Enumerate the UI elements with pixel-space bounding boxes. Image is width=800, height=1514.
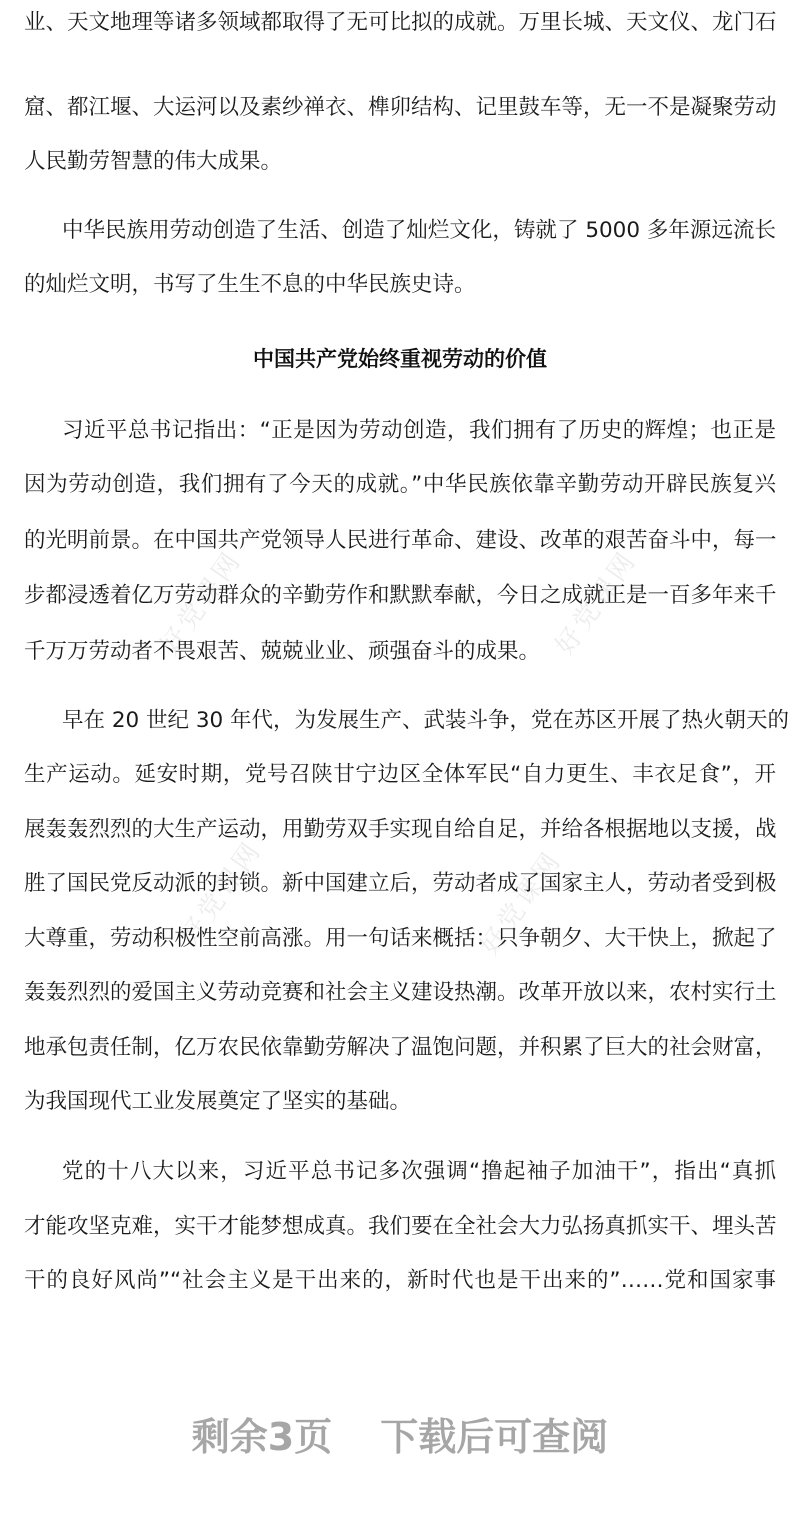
text-line: 地承包责任制，亿万农民依靠勤劳解决了温饱问题，并积累了巨大的社会财富， bbox=[24, 1035, 777, 1060]
text-line: 业、天文地理等诸多领域都取得了无可比拟的成就。万里长城、天文仪、龙门石 bbox=[24, 10, 777, 35]
text-line: 的灿烂文明，书写了生生不息的中华民族史诗。 bbox=[24, 272, 476, 297]
text-line: 千万万劳动者不畏艰苦、兢兢业业、顽强奋斗的成果。 bbox=[24, 639, 541, 664]
watermark-text: 好党课网 bbox=[174, 835, 269, 951]
text-line: 为我国现代工业发展奠定了坚实的基础。 bbox=[24, 1089, 412, 1114]
text-line: 窟、都江堰、大运河以及素纱禅衣、榫卯结构、记里鼓车等，无一不是凝聚劳动 bbox=[24, 95, 777, 120]
text-line: 才能攻坚克难，实干才能梦想成真。我们要在全社会大力弘扬真抓实干、埋头苦 bbox=[24, 1214, 777, 1239]
remaining-pages-label: 剩余3页 bbox=[191, 1415, 333, 1459]
text-line: 干的良好风尚”“社会主义是干出来的，新时代也是干出来的”……党和国家事 bbox=[24, 1268, 776, 1293]
watermark-text: 好党课网 bbox=[474, 845, 569, 961]
text-line: 人民勤劳智慧的伟大成果。 bbox=[24, 149, 283, 174]
text-line: 早在 20 世纪 30 年代，为发展生产、武装斗争，党在苏区开展了热火朝天的 bbox=[62, 708, 790, 733]
text-line: 步都浸透着亿万劳动群众的辛勤劳作和默默奉献，今日之成就正是一百多年来千 bbox=[24, 583, 777, 608]
text-line: 中华民族用劳动创造了生活、创造了灿烂文化，铸就了 5000 多年源远流长 bbox=[62, 218, 776, 243]
text-line: 大尊重，劳动积极性空前高涨。用一句话来概括：只争朝夕、大干快上，掀起了 bbox=[24, 926, 777, 951]
text-line: 轰轰烈烈的爱国主义劳动竞赛和社会主义建设热潮。改革开放以来，农村实行土 bbox=[24, 980, 777, 1005]
text-line: 因为劳动创造，我们拥有了今天的成就。”中华民族依靠辛勤劳动开辟民族复兴 bbox=[24, 472, 776, 497]
watermark-text: 好党课网 bbox=[549, 545, 644, 661]
remaining-pages-banner[interactable] bbox=[0, 1414, 800, 1460]
section-heading: 中国共产党始终重视劳动的价值 bbox=[253, 347, 547, 371]
text-line: 生产运动。延安时期，党号召陕甘宁边区全体军民“自力更生、丰衣足食”，开 bbox=[24, 762, 776, 787]
text-line: 党的十八大以来，习近平总书记多次强调“撸起袖子加油干”，指出“真抓 bbox=[62, 1159, 776, 1184]
text-line: 的光明前景。在中国共产党领导人民进行革命、建设、改革的艰苦奋斗中，每一 bbox=[24, 528, 777, 553]
text-line: 展轰轰烈烈的大生产运动，用勤劳双手实现自给自足，并给各根据地以支援，战 bbox=[24, 817, 777, 842]
download-hint-label: 下载后可查阅 bbox=[380, 1415, 609, 1459]
text-line: 胜了国民党反动派的封锁。新中国建立后，劳动者成了国家主人，劳动者受到极 bbox=[24, 871, 777, 896]
watermark-text: 好党课网 bbox=[154, 545, 249, 661]
text-line: 习近平总书记指出：“正是因为劳动创造，我们拥有了历史的辉煌；也正是 bbox=[62, 418, 776, 443]
